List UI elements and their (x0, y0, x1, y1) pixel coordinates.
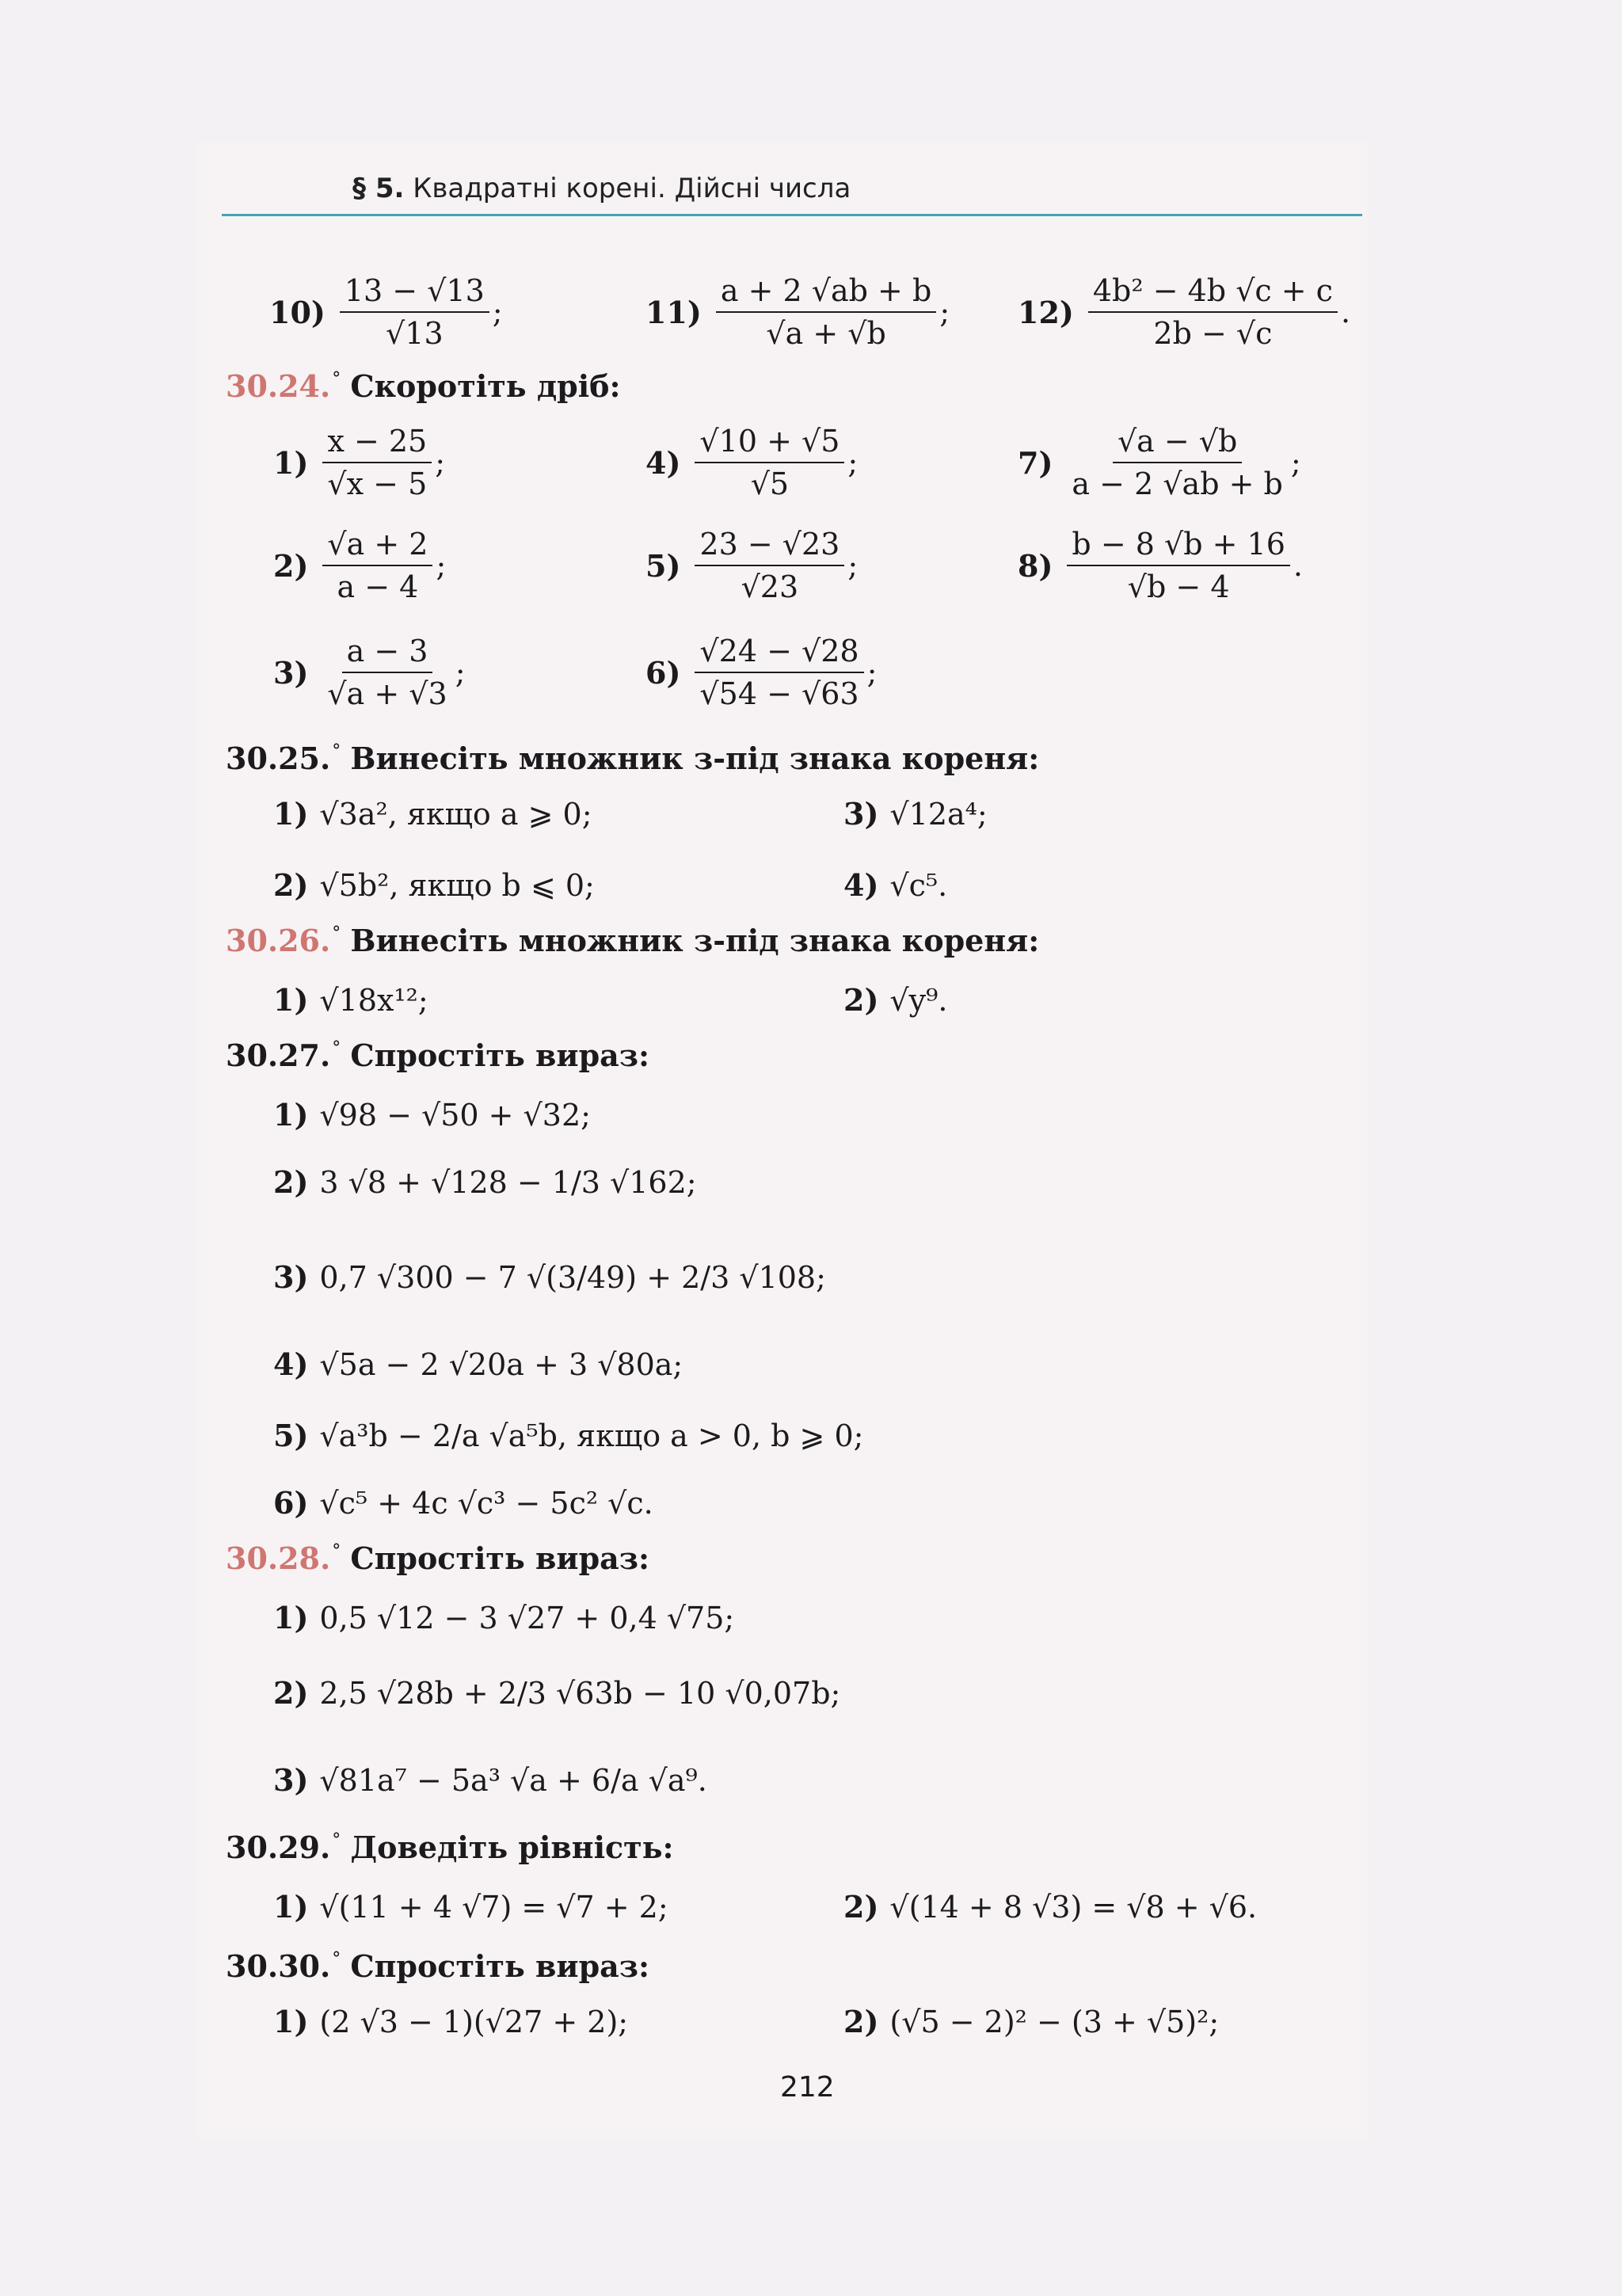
ex-30-28-item-1: 1) 0,5 √12 − 3 √27 + 0,4 √75; (273, 1600, 735, 1635)
fraction: $\frac{23 - √23}{√23}$ (695, 527, 844, 604)
fraction: $\frac{√a - √b}{a - 2 √ab + b}$ (1072, 424, 1283, 501)
fraction: $\frac{a + 2 √ab + b}{√a + √b}$ (716, 273, 936, 351)
ex-30-30-item-2: 2) (√5 − 2)² − (3 + √5)²; (843, 2004, 1220, 2039)
fraction: $\frac{√10 + √5}{√5}$ (695, 424, 844, 501)
ex-30-24-item-5: 5) $\frac{23 - √23}{√23}$ ; (645, 527, 859, 604)
exercise-30-26-heading: 30.26.° Винесіть множник з-під знака кореня: (226, 923, 1040, 958)
ex-30-26-item-2: 2) √y⁹. (843, 982, 948, 1018)
exercise-30-28-heading: 30.28.° Спростіть вираз: (226, 1540, 650, 1576)
page-number: 212 (780, 2071, 835, 2104)
ex-30-24-item-8: 8) $\frac{b - 8 √b + 16}{√b - 4}$ . (1018, 527, 1303, 604)
ex-30-27-item-6: 6) √c⁵ + 4c √c³ − 5c² √c. (273, 1485, 653, 1521)
ex-30-24-item-6: 6) $\frac{√24 - √28}{√54 - √63}$ ; (645, 634, 878, 711)
fraction: $\frac{13 - √13}{√13}$ (340, 273, 489, 351)
ex-30-27-item-5: 5) √a³b − 2/a √a⁵b, якщо a > 0, b ⩾ 0; (273, 1418, 864, 1453)
ex-30-25-item-2: 2) √5b², якщо b ⩽ 0; (273, 867, 595, 903)
fraction: $\frac{√a + 2}{a - 4}$ (322, 527, 432, 604)
exercise-30-27-heading: 30.27.° Спростіть вираз: (226, 1038, 650, 1073)
fraction: $\frac{√24 - √28}{√54 - √63}$ (695, 634, 863, 711)
ex-30-30-item-1: 1) (2 √3 − 1)(√27 + 2); (273, 2004, 629, 2039)
ex-30-27-item-3: 3) 0,7 √300 − 7 √(3/49) + 2/3 √108; (273, 1259, 826, 1295)
fraction: $\frac{x - 25}{√x - 5}$ (322, 424, 432, 501)
exercise-30-30-heading: 30.30.° Спростіть вираз: (226, 1948, 650, 1984)
ex-30-27-item-4: 4) √5a − 2 √20a + 3 √80a; (273, 1346, 683, 1382)
ex-30-25-item-1: 1) √3a², якщо a ⩾ 0; (273, 796, 592, 832)
ex-30-25-item-4: 4) √c⁵. (843, 867, 948, 903)
exercise-30-25-heading: 30.25.° Винесіть множник з-під знака кореня: (226, 741, 1040, 776)
fraction: $\frac{b - 8 √b + 16}{√b - 4}$ (1067, 527, 1289, 604)
ex-30-26-item-1: 1) √18x¹²; (273, 982, 428, 1018)
exercise-30-24-heading: 30.24.° Скоротіть дріб: (226, 368, 621, 404)
ex-30-27-item-2: 2) 3 √8 + √128 − 1/3 √162; (273, 1164, 697, 1200)
exercise-30-29-heading: 30.29.° Доведіть рівність: (226, 1830, 674, 1865)
ex-30-24-item-4: 4) $\frac{√10 + √5}{√5}$ ; (645, 424, 859, 501)
ex-30-29-item-1: 1) √(11 + 4 √7) = √7 + 2; (273, 1889, 668, 1925)
ex-30-23-item-10: 10) $\frac{13 - √13}{√13}$ ; (269, 273, 503, 351)
ex-30-27-item-1: 1) √98 − √50 + √32; (273, 1097, 591, 1133)
fraction: $\frac{a - 3}{√a + √3}$ (327, 634, 447, 711)
section-number: § 5. (352, 173, 405, 204)
ex-30-24-item-2: 2) $\frac{√a + 2}{a - 4}$ ; (273, 527, 447, 604)
ex-30-28-item-2: 2) 2,5 √28b + 2/3 √63b − 10 √0,07b; (273, 1675, 841, 1711)
ex-30-23-item-11: 11) $\frac{a + 2 √ab + b}{√a + √b}$ ; (645, 273, 950, 351)
ex-30-23-item-12: 12) $\frac{\text{4b² − 4b √c + c}}{2b - √c}$ . (1018, 273, 1351, 351)
ex-30-25-item-3: 3) √12a⁴; (843, 796, 988, 832)
running-head (352, 173, 1144, 204)
header-rule (222, 214, 1362, 216)
ex-30-24-item-3: 3) $\frac{a - 3}{√a + √3}$ ; (273, 634, 466, 711)
ex-30-24-item-7: 7) $\frac{√a - √b}{a - 2 √ab + b}$ ; (1018, 424, 1301, 501)
ex-30-29-item-2: 2) √(14 + 8 √3) = √8 + √6. (843, 1889, 1258, 1925)
ex-30-28-item-3: 3) √81a⁷ − 5a³ √a + 6/a √a⁹. (273, 1762, 707, 1798)
fraction: $\frac{\text{4b² − 4b √c + c}}{2b - √c}$ (1088, 273, 1338, 351)
section-title: Квадратні корені. Дійсні числа (413, 173, 851, 204)
ex-30-24-item-1: 1) $\frac{x - 25}{√x - 5}$ ; (273, 424, 446, 501)
